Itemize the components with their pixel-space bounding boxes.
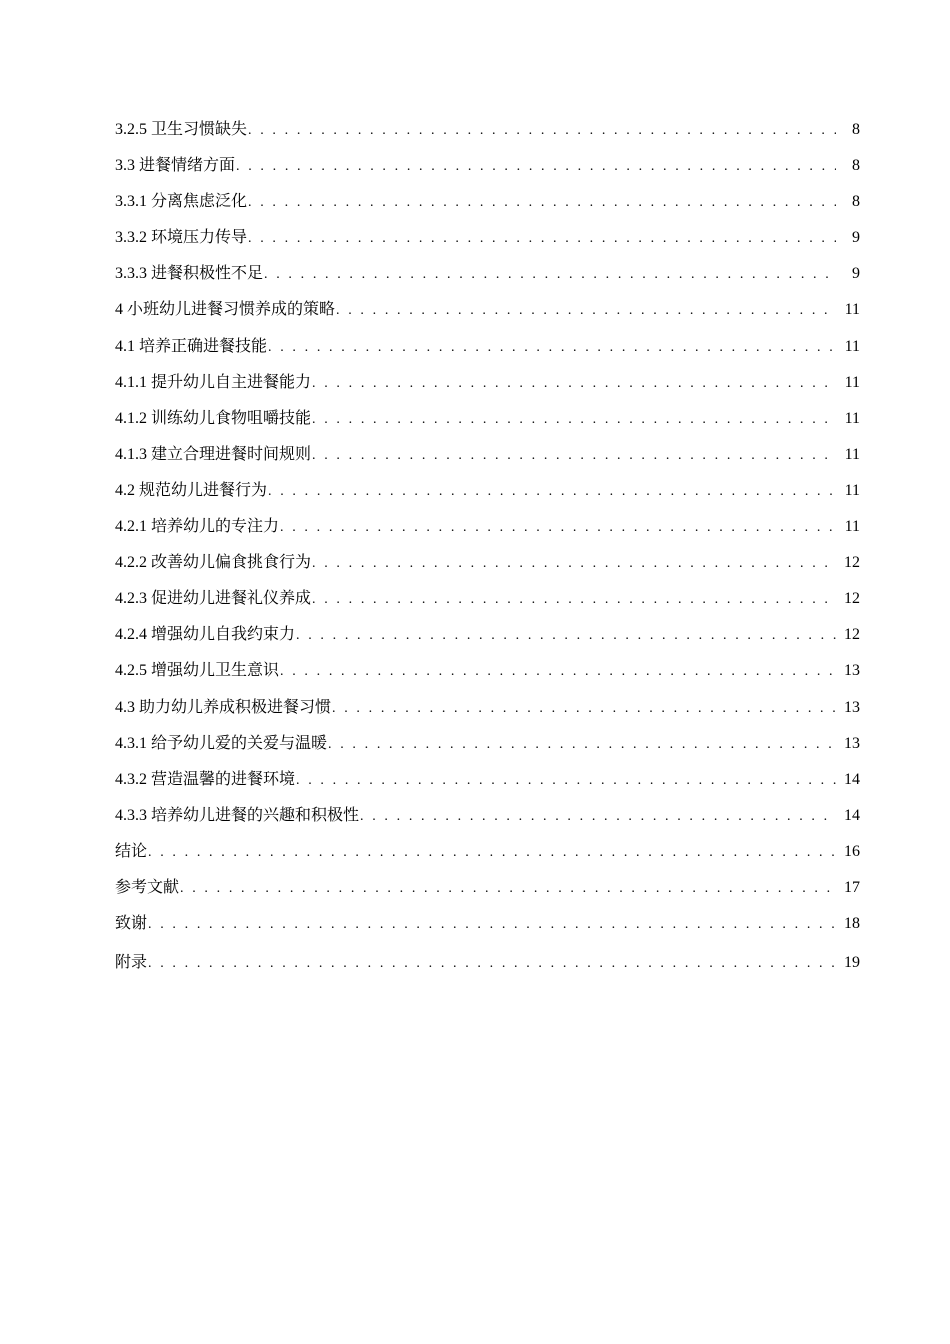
toc-page-number: 11 xyxy=(844,481,860,499)
toc-page-number: 14 xyxy=(844,770,860,788)
toc-entry-title: 4.1.1 提升幼儿自主进餐能力 xyxy=(115,373,312,391)
toc-entry-title: 4.2.2 改善幼儿偏食挑食行为 xyxy=(115,554,312,572)
toc-dot-leader xyxy=(296,622,836,650)
toc-page-number: 14 xyxy=(844,806,860,824)
toc-page-number: 12 xyxy=(844,554,860,572)
toc-entry[interactable] xyxy=(115,766,860,802)
toc-dot-leader xyxy=(148,911,836,939)
toc-entry-title: 4.3.2 营造温馨的进餐环境 xyxy=(115,770,296,788)
toc-page-number: 13 xyxy=(844,662,860,680)
toc-entry-title: 4.3.3 培养幼儿进餐的兴趣和积极性 xyxy=(115,806,360,824)
toc-dot-leader xyxy=(248,117,836,145)
toc-dot-leader xyxy=(280,658,836,686)
toc-entry[interactable] xyxy=(115,477,860,513)
toc-entry[interactable] xyxy=(115,369,860,405)
toc-page-number: 13 xyxy=(844,698,860,716)
toc-dot-leader xyxy=(268,334,836,362)
toc-page-number: 11 xyxy=(844,445,860,463)
toc-entry-title: 4.2.1 培养幼儿的专注力 xyxy=(115,518,280,536)
toc-entry[interactable] xyxy=(115,730,860,766)
toc-entry[interactable] xyxy=(115,441,860,477)
toc-entry-title: 结论 xyxy=(115,842,148,860)
toc-dot-leader xyxy=(248,189,836,217)
toc-page-number: 11 xyxy=(844,301,860,319)
toc-entry[interactable] xyxy=(115,333,860,369)
toc-entry-title: 4.2.3 促进幼儿进餐礼仪养成 xyxy=(115,590,312,608)
toc-dot-leader xyxy=(148,950,836,978)
toc-dot-leader xyxy=(268,478,836,506)
toc-page-number: 16 xyxy=(844,842,860,860)
toc-dot-leader xyxy=(328,731,836,759)
toc-page-number: 18 xyxy=(844,915,860,933)
toc-entry-title: 4 小班幼儿进餐习惯养成的策略 xyxy=(115,301,336,319)
toc-entry[interactable] xyxy=(115,910,860,946)
toc-dot-leader xyxy=(248,225,836,253)
toc-entry[interactable] xyxy=(115,694,860,730)
toc-page-number: 9 xyxy=(852,265,860,283)
toc-dot-leader xyxy=(312,370,836,398)
toc-entry[interactable] xyxy=(115,188,860,224)
toc-dot-leader xyxy=(312,586,836,614)
toc-entry-title: 4.2.5 增强幼儿卫生意识 xyxy=(115,662,280,680)
toc-entry-title: 4.3 助力幼儿养成积极进餐习惯 xyxy=(115,698,332,716)
toc-page-number: 8 xyxy=(852,193,860,211)
toc-entry[interactable] xyxy=(115,874,860,910)
toc-entry[interactable] xyxy=(115,585,860,621)
toc-entry-title: 4.3.1 给予幼儿爱的关爱与温暖 xyxy=(115,734,328,752)
toc-entry[interactable] xyxy=(115,549,860,585)
toc-entry-title: 4.1 培养正确进餐技能 xyxy=(115,337,268,355)
toc-entry[interactable] xyxy=(115,260,860,296)
toc-entry[interactable] xyxy=(115,116,860,152)
toc-page-number: 13 xyxy=(844,734,860,752)
toc-entry-title: 参考文献 xyxy=(115,878,180,896)
toc-dot-leader xyxy=(180,875,836,903)
toc-page-number: 11 xyxy=(844,409,860,427)
toc-entry[interactable] xyxy=(115,152,860,188)
toc-entry-title: 3.3.3 进餐积极性不足 xyxy=(115,265,264,283)
toc-entry-title: 4.1.2 训练幼儿食物咀嚼技能 xyxy=(115,409,312,427)
toc-dot-leader xyxy=(236,153,836,181)
toc-page-number: 19 xyxy=(844,954,860,972)
toc-page-number: 12 xyxy=(844,626,860,644)
toc-entry-title: 3.2.5 卫生习惯缺失 xyxy=(115,121,248,138)
toc-page-number: 11 xyxy=(844,337,860,355)
toc-page-number: 8 xyxy=(852,157,860,175)
toc-entry[interactable] xyxy=(115,838,860,874)
toc-page-number: 11 xyxy=(844,518,860,536)
toc-entry[interactable] xyxy=(115,621,860,657)
toc-entry-title: 4.2.4 增强幼儿自我约束力 xyxy=(115,626,296,644)
toc-entry-title: 4.2 规范幼儿进餐行为 xyxy=(115,481,268,499)
toc-dot-leader xyxy=(360,803,836,831)
toc-dot-leader xyxy=(312,406,836,434)
toc-entry-title: 3.3 进餐情绪方面 xyxy=(115,157,236,175)
toc-entry[interactable] xyxy=(115,949,860,985)
table-of-contents xyxy=(115,116,860,985)
toc-dot-leader xyxy=(148,839,836,867)
toc-dot-leader xyxy=(312,550,836,578)
toc-page-number: 8 xyxy=(852,121,860,138)
toc-page-number: 9 xyxy=(852,229,860,247)
toc-dot-leader xyxy=(264,261,836,289)
toc-entry[interactable] xyxy=(115,657,860,693)
toc-entry-title: 致谢 xyxy=(115,915,148,933)
toc-dot-leader xyxy=(280,514,836,542)
toc-dot-leader xyxy=(296,767,836,795)
toc-entry[interactable] xyxy=(115,405,860,441)
toc-entry-title: 3.3.2 环境压力传导 xyxy=(115,229,248,247)
toc-page-number: 12 xyxy=(844,590,860,608)
toc-entry[interactable] xyxy=(115,513,860,549)
toc-entry[interactable] xyxy=(115,802,860,838)
toc-page-number: 17 xyxy=(844,878,860,896)
toc-dot-leader xyxy=(332,695,836,723)
toc-entry-title: 附录 xyxy=(115,954,148,972)
toc-entry[interactable] xyxy=(115,224,860,260)
toc-dot-leader xyxy=(336,297,836,325)
toc-entry-title: 4.1.3 建立合理进餐时间规则 xyxy=(115,445,312,463)
toc-entry[interactable] xyxy=(115,296,860,332)
toc-page-number: 11 xyxy=(844,373,860,391)
toc-entry-title: 3.3.1 分离焦虑泛化 xyxy=(115,193,248,211)
toc-dot-leader xyxy=(312,442,836,470)
